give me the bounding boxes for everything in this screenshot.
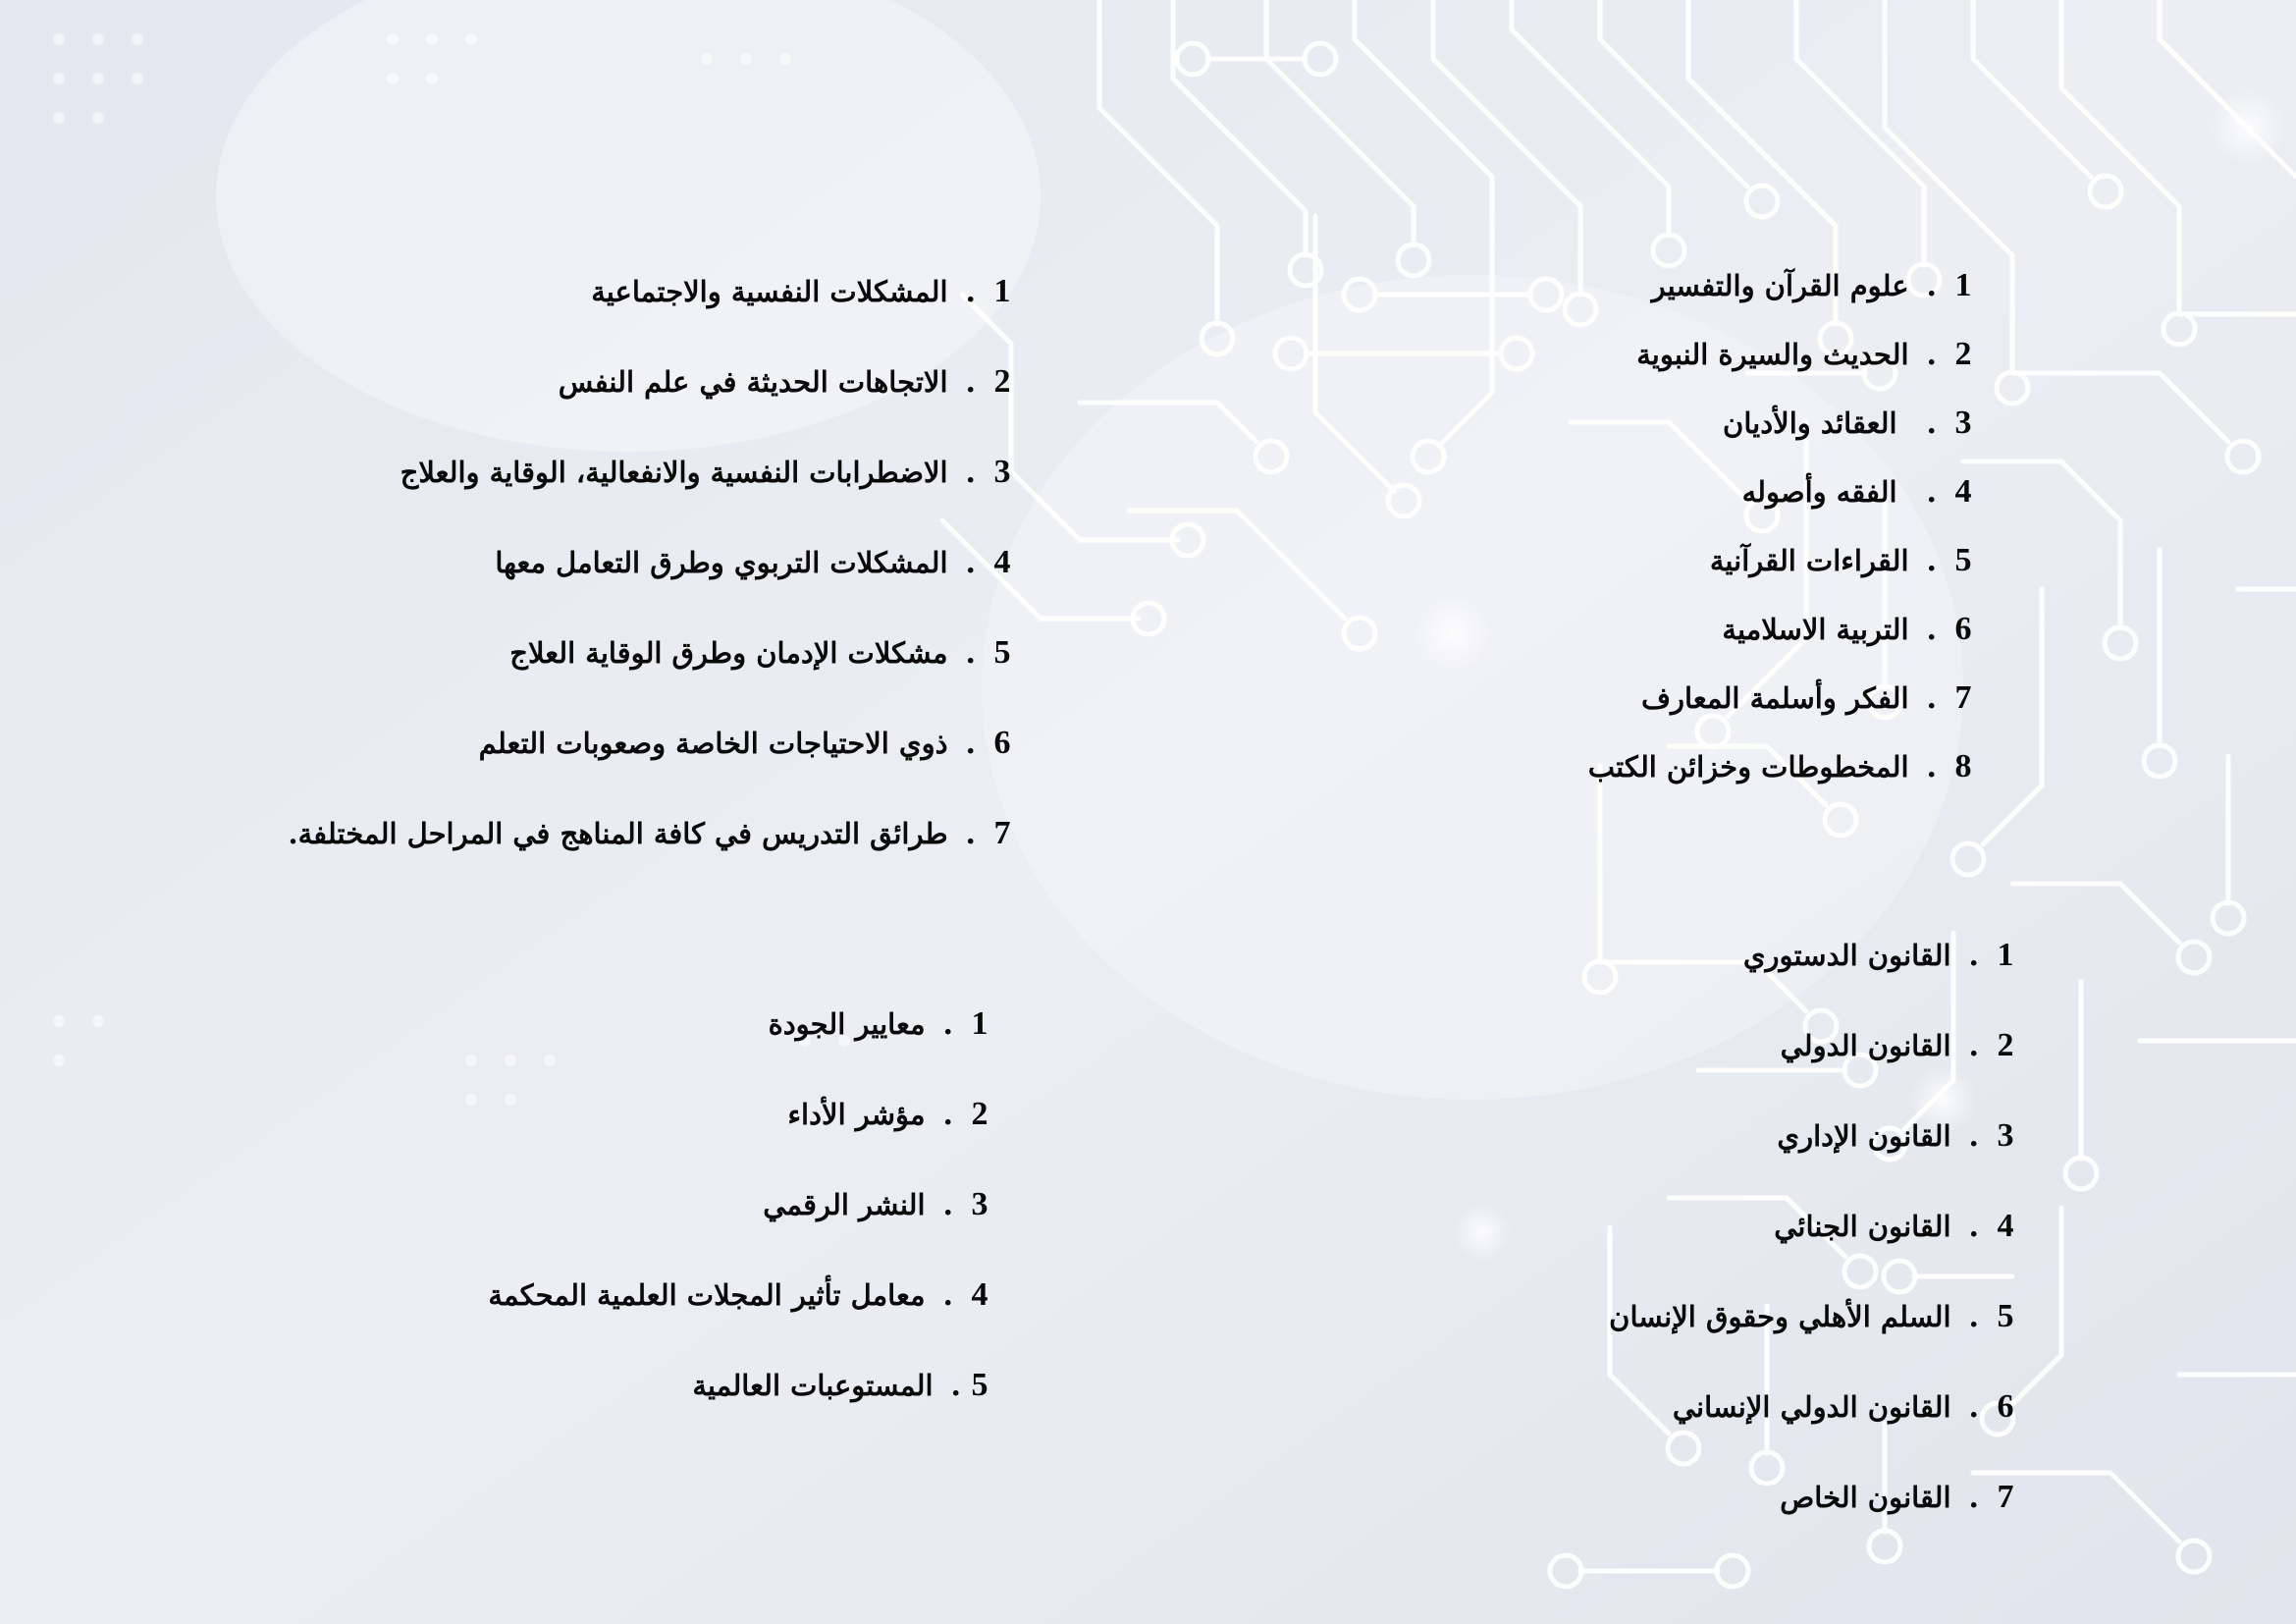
item-number: 3: [971, 1186, 988, 1222]
list-item: 7 . القانون الخاص: [1780, 1473, 2018, 1522]
item-number: 2: [971, 1096, 988, 1132]
item-label: السلم الأهلي وحقوق الإنسان: [1609, 1300, 1951, 1333]
list-item: 1 . معايير الجودة: [769, 1000, 992, 1049]
item-label: المشكلات التربوي وطرق التعامل معها: [495, 546, 948, 579]
list-item: 1 . القانون الدستوري: [1743, 931, 2018, 980]
item-number: 1: [1997, 937, 2014, 973]
list-item: 7 . الفكر وأسلمة المعارف: [1641, 674, 1976, 723]
item-number: 7: [1954, 679, 1972, 716]
item-label: مؤشر الأداء: [787, 1098, 926, 1131]
item-label: معامل تأثير المجلات العلمية المحكمة: [488, 1278, 926, 1312]
item-number: 1: [1954, 267, 1972, 303]
item-label: القراءات القرآنية: [1709, 544, 1909, 577]
item-number: 2: [1954, 336, 1972, 372]
list-item: 2 . الحديث والسيرة النبوية: [1636, 330, 1976, 379]
list-item: 7 . طرائق التدريس في كافة المناهج في المراحل المختلفة.: [289, 809, 1015, 858]
item-label: القانون الدولي: [1780, 1029, 1951, 1062]
item-number: 4: [1954, 473, 1972, 510]
item-label: معايير الجودة: [768, 1007, 926, 1041]
item-label: الاضطرابات النفسية والانفعالية، الوقاية والعلاج: [400, 456, 948, 489]
list-item: 4 . الفقه وأصوله: [1742, 467, 1976, 516]
item-number: 7: [1997, 1479, 2014, 1515]
item-label: الفكر وأسلمة المعارف: [1640, 681, 1909, 715]
item-number: 8: [1954, 748, 1972, 785]
item-label: المخطوطات وخزائن الكتب: [1587, 750, 1909, 784]
list-item: 1 . علوم القرآن والتفسير: [1652, 261, 1976, 310]
list-item: 6 . التربية الاسلامية: [1722, 605, 1976, 654]
item-number: 5: [1954, 542, 1972, 578]
list-item: 2 . القانون الدولي: [1781, 1021, 2018, 1070]
list-item: 2 . الاتجاهات الحديثة في علم النفس: [559, 357, 1015, 406]
list-item: 3 . العقائد والأديان: [1723, 399, 1976, 448]
item-label: القانون الدستوري: [1742, 939, 1951, 972]
item-number: 3: [1997, 1117, 2014, 1154]
item-number: 1: [993, 273, 1011, 309]
item-number: 7: [993, 815, 1011, 851]
item-label: القانون الجنائي: [1774, 1210, 1951, 1243]
item-number: 5: [1997, 1298, 2014, 1334]
list-item: 4 . معامل تأثير المجلات العلمية المحكمة: [488, 1271, 992, 1320]
item-number: 6: [1997, 1388, 2014, 1425]
item-label: طرائق التدريس في كافة المناهج في المراحل المختلفة.: [288, 817, 948, 850]
item-label: علوم القرآن والتفسير: [1651, 269, 1909, 302]
item-number: 3: [1954, 405, 1972, 441]
item-number: 2: [993, 363, 1011, 400]
item-number: 5: [971, 1367, 988, 1403]
item-number: 1: [971, 1005, 988, 1042]
item-label: المشكلات النفسية والاجتماعية: [591, 275, 948, 308]
list-item: 3 . النشر الرقمي: [763, 1180, 992, 1229]
list-item: 8 . المخطوطات وخزائن الكتب: [1588, 742, 1976, 791]
list-item: 5 . مشكلات الإدمان وطرق الوقاية العلاج: [509, 628, 1015, 677]
item-label: النشر الرقمي: [763, 1188, 926, 1221]
item-number: 3: [993, 454, 1011, 490]
list-item: 6 . ذوي الاحتياجات الخاصة وصعوبات التعلم: [479, 719, 1015, 768]
item-number: 4: [971, 1276, 988, 1313]
item-label: التربية الاسلامية: [1722, 613, 1909, 646]
list-item: 1 . المشكلات النفسية والاجتماعية: [591, 267, 1015, 316]
item-number: 2: [1997, 1027, 2014, 1063]
item-number: 6: [1954, 611, 1972, 647]
list-item: 3 . الاضطرابات النفسية والانفعالية، الوقاية والعلاج: [400, 448, 1015, 497]
list-item: 2 . مؤشر الأداء: [787, 1090, 992, 1139]
item-label: الحديث والسيرة النبوية: [1636, 338, 1909, 371]
list-item: 3 . القانون الإداري: [1777, 1111, 2018, 1161]
item-number: 5: [993, 634, 1011, 671]
item-number: 4: [993, 544, 1011, 580]
list-item: 4 . المشكلات التربوي وطرق التعامل معها: [495, 538, 1015, 587]
item-number: 6: [993, 725, 1011, 761]
item-label: القانون الدولي الإنساني: [1672, 1390, 1951, 1424]
item-label: مشكلات الإدمان وطرق الوقاية العلاج: [509, 636, 948, 670]
item-label: العقائد والأديان: [1723, 406, 1897, 440]
item-label: الفقه وأصوله: [1741, 475, 1897, 509]
list-item: 5 . القراءات القرآنية: [1710, 536, 1976, 585]
item-label: القانون الإداري: [1777, 1119, 1951, 1153]
item-label: ذوي الاحتياجات الخاصة وصعوبات التعلم: [478, 727, 948, 760]
item-label: القانون الخاص: [1780, 1481, 1951, 1514]
list-item: 5 . السلم الأهلي وحقوق الإنسان: [1609, 1292, 2018, 1341]
item-number: 4: [1997, 1208, 2014, 1244]
item-label: الاتجاهات الحديثة في علم النفس: [558, 365, 948, 399]
list-item: 6 . القانون الدولي الإنساني: [1673, 1382, 2018, 1432]
list-item: 4 . القانون الجنائي: [1774, 1202, 2018, 1251]
list-item: 5 . المستوعبات العالمية: [692, 1361, 992, 1410]
item-label: المستوعبات العالمية: [692, 1369, 934, 1402]
